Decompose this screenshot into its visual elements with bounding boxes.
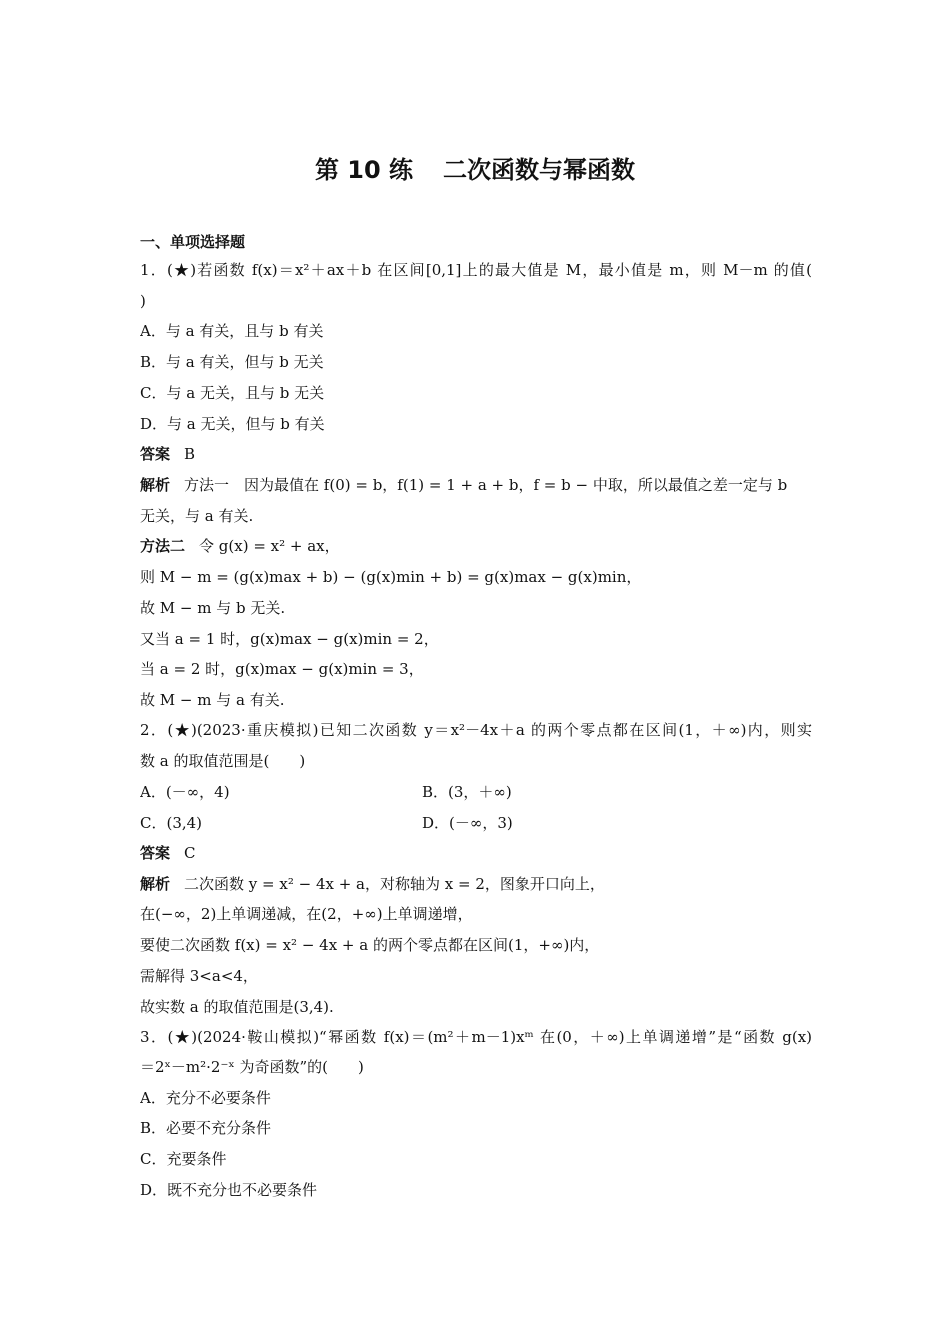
- answer-value: B: [184, 445, 196, 463]
- q3-option-c: C．充要条件: [140, 1150, 227, 1168]
- analysis-text: 方法一 因为最值在 f(0) = b，f(1) = 1 + a + b，f = b − 中取，所以最值之差一定与 b: [184, 476, 788, 494]
- q1-method2-line-6: 故 M − m 与 a 有关.: [140, 691, 285, 709]
- q2-option-b: B．(3，＋∞): [422, 783, 512, 801]
- q2-analysis-line-1: [140, 872, 812, 896]
- answer-label: 答案: [140, 445, 171, 463]
- analysis-label: 解析: [140, 476, 171, 494]
- q1-answer: [140, 442, 812, 466]
- method2-text: 令 g(x) = x² + ax，: [199, 537, 340, 555]
- q3-option-d: D．既不充分也不必要条件: [140, 1181, 318, 1199]
- q1-method2-line-3: 故 M − m 与 b 无关.: [140, 599, 286, 617]
- exercise-number: 第 10 练: [314, 156, 414, 184]
- q3-stem-line-2: ＝2ˣ－m²·2⁻ˣ 为奇函数”的( ): [140, 1058, 364, 1076]
- q2-analysis-line-2: 在(−∞，2)上单调递减，在(2，+∞)上单调递增，: [140, 905, 473, 923]
- q1-method2-line-1: [140, 534, 812, 558]
- analysis-label: 解析: [140, 875, 171, 893]
- q2-answer: [140, 841, 812, 865]
- q2-analysis-line-3: 要使二次函数 f(x) = x² − 4x + a 的两个零点都在区间(1，+∞)内，: [140, 936, 600, 954]
- q3-option-a: A．充分不必要条件: [140, 1089, 271, 1107]
- q2-option-c: C．(3,4): [140, 814, 203, 832]
- q2-option-d: D．(－∞，3): [422, 814, 513, 832]
- q1-analysis-line-1: [140, 473, 812, 497]
- q1-method2-line-2: 则 M − m = (g(x)max + b) − (g(x)min + b) = g(x)max − g(x)min，: [140, 568, 642, 586]
- q1-stem-line-2: ): [140, 292, 146, 310]
- q1-option-d: D．与 a 无关，但与 b 有关: [140, 415, 325, 433]
- q2-stem-line-1: 2．(★)(2023·重庆模拟)已知二次函数 y＝x²－4x＋a 的两个零点都在区间(1，＋∞)内，则实: [140, 721, 812, 739]
- q2-analysis-line-4: 需解得 3<a<4，: [140, 967, 258, 985]
- q1-method2-line-5: 当 a = 2 时，g(x)max − g(x)min = 3，: [140, 660, 424, 678]
- q1-option-b: B．与 a 有关，但与 b 无关: [140, 353, 324, 371]
- q2-options-row-2: [140, 811, 812, 835]
- exercise-topic: 二次函数与幂函数: [443, 156, 636, 184]
- page-title: [0, 152, 950, 188]
- q2-option-a: A．(－∞，4): [140, 783, 230, 801]
- answer-label: 答案: [140, 844, 171, 862]
- answer-value: C: [184, 844, 196, 862]
- q3-stem-line-1: 3．(★)(2024·鞍山模拟)“幂函数 f(x)＝(m²＋m－1)xᵐ 在(0，＋∞)上单调递增”是“函数 g(x): [140, 1028, 812, 1046]
- q2-options-row-1: [140, 780, 812, 804]
- q1-option-c: C．与 a 无关，且与 b 无关: [140, 384, 325, 402]
- method2-label: 方法二: [140, 537, 186, 555]
- q1-option-a: A．与 a 有关，且与 b 有关: [140, 322, 324, 340]
- q1-analysis-line-2: 无关，与 a 有关.: [140, 507, 254, 525]
- section-heading: 一、单项选择题: [140, 233, 246, 251]
- q2-stem-line-2: 数 a 的取值范围是( ): [140, 752, 306, 770]
- q2-analysis-line-5: 故实数 a 的取值范围是(3,4).: [140, 998, 334, 1016]
- q1-method2-line-4: 又当 a = 1 时，g(x)max − g(x)min = 2，: [140, 630, 439, 648]
- q1-stem-line-1: 1．(★)若函数 f(x)＝x²＋ax＋b 在区间[0,1]上的最大值是 M，最小值是 m，则 M－m 的值(: [140, 261, 812, 279]
- analysis-text: 二次函数 y = x² − 4x + a，对称轴为 x = 2，图象开口向上，: [184, 875, 605, 893]
- q3-option-b: B．必要不充分条件: [140, 1119, 272, 1137]
